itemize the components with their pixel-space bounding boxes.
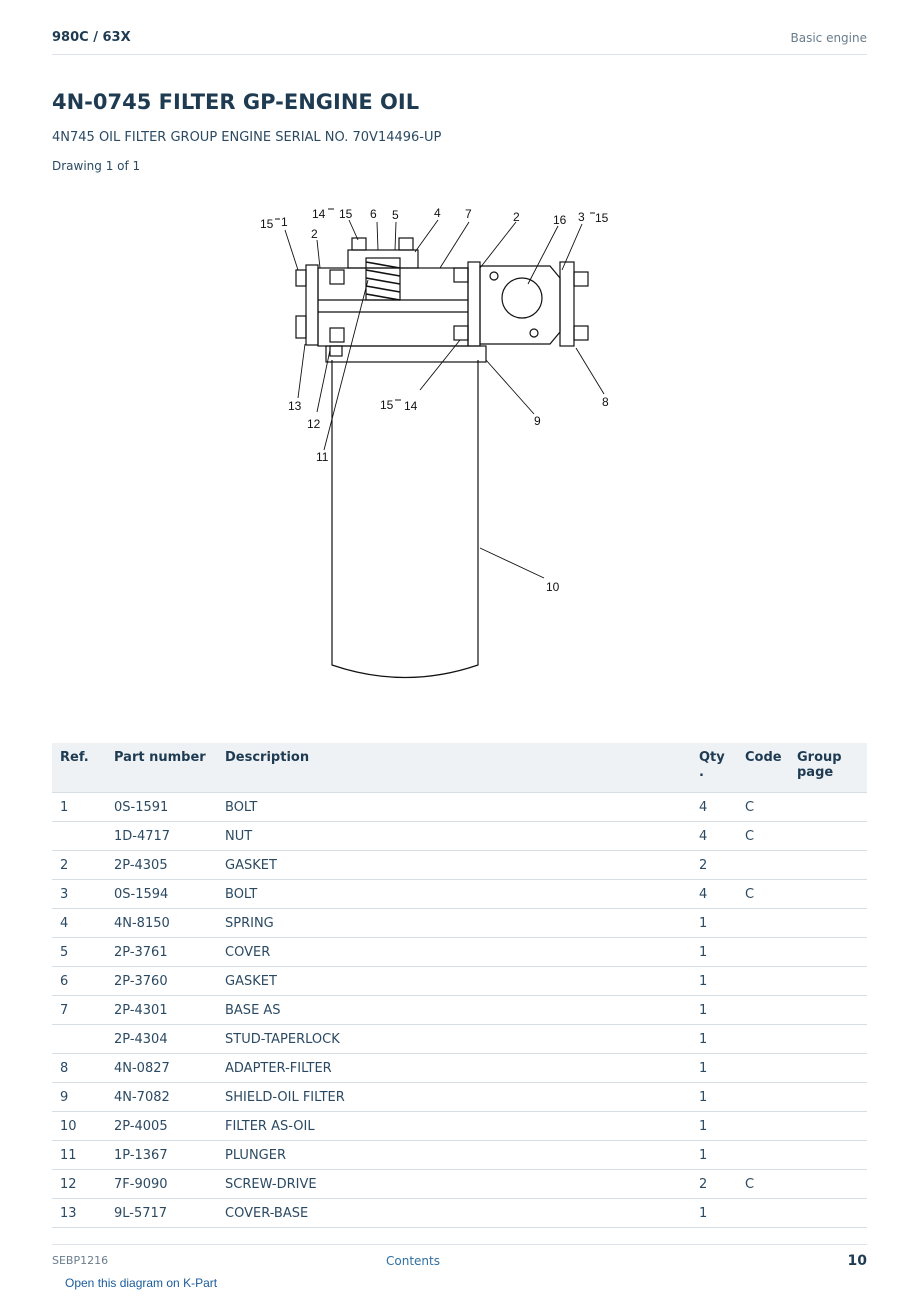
- cell-description: BOLT: [217, 880, 691, 909]
- cell-description: SPRING: [217, 909, 691, 938]
- cell-part-number: 4N-8150: [106, 909, 217, 938]
- cell-ref: 4: [52, 909, 106, 938]
- cell-group-page: [789, 1199, 867, 1228]
- callout-label: 15: [595, 211, 609, 225]
- col-qty: Qty .: [691, 743, 737, 793]
- cell-part-number: 2P-4005: [106, 1112, 217, 1141]
- table-row: [52, 1054, 867, 1083]
- cell-part-number: 0S-1594: [106, 880, 217, 909]
- cell-code: C: [737, 880, 789, 909]
- table-row: [52, 967, 867, 996]
- callout-label: 2: [513, 210, 520, 224]
- cell-qty: 1: [691, 909, 737, 938]
- parts-table: [52, 743, 867, 1228]
- cell-part-number: 2P-3761: [106, 938, 217, 967]
- table-row: [52, 938, 867, 967]
- cell-description: COVER: [217, 938, 691, 967]
- filter-base: [318, 268, 468, 346]
- cell-group-page: [789, 793, 867, 822]
- callout-label: 11: [316, 450, 329, 464]
- callout-label: 14: [312, 207, 326, 221]
- cell-ref: 9: [52, 1083, 106, 1112]
- page-title: 4N-0745 FILTER GP-ENGINE OIL: [52, 90, 420, 114]
- cell-part-number: 2P-4301: [106, 996, 217, 1025]
- cell-qty: 1: [691, 1025, 737, 1054]
- cell-part-number: 1P-1367: [106, 1141, 217, 1170]
- col-group-page: Group page: [789, 743, 867, 793]
- cell-part-number: 7F-9090: [106, 1170, 217, 1199]
- contents-link[interactable]: Contents: [386, 1254, 440, 1268]
- cell-code: [737, 909, 789, 938]
- cell-group-page: [789, 1025, 867, 1054]
- cell-part-number: 0S-1591: [106, 793, 217, 822]
- cell-description: ADAPTER-FILTER: [217, 1054, 691, 1083]
- table-row: [52, 851, 867, 880]
- cell-qty: 1: [691, 1141, 737, 1170]
- cell-group-page: [789, 1112, 867, 1141]
- page-subtitle: 4N745 OIL FILTER GROUP ENGINE SERIAL NO. 70V14496-UP: [52, 130, 442, 145]
- cell-code: [737, 1141, 789, 1170]
- cell-code: [737, 1112, 789, 1141]
- cell-code: C: [737, 822, 789, 851]
- cell-ref: 10: [52, 1112, 106, 1141]
- callout-label: 15: [339, 207, 353, 221]
- cell-part-number: 2P-4304: [106, 1025, 217, 1054]
- left-flange: [306, 265, 318, 345]
- col-code: Code: [737, 743, 789, 793]
- cell-description: BOLT: [217, 793, 691, 822]
- cell-group-page: [789, 909, 867, 938]
- cell-description: FILTER AS-OIL: [217, 1112, 691, 1141]
- cell-ref: 5: [52, 938, 106, 967]
- cell-qty: 1: [691, 996, 737, 1025]
- cell-code: [737, 967, 789, 996]
- cell-qty: 1: [691, 1054, 737, 1083]
- col-description: Description: [217, 743, 691, 793]
- table-row: [52, 1170, 867, 1199]
- callout-label: 8: [602, 395, 609, 409]
- cell-ref: 8: [52, 1054, 106, 1083]
- callout-label: 15: [380, 398, 394, 412]
- cell-ref: 3: [52, 880, 106, 909]
- table-row: [52, 822, 867, 851]
- callout-label: 12: [307, 417, 321, 431]
- cell-description: GASKET: [217, 851, 691, 880]
- cell-group-page: [789, 851, 867, 880]
- model-label: 980C / 63X: [52, 30, 131, 45]
- callout-label: 1: [281, 215, 288, 229]
- cell-qty: 2: [691, 1170, 737, 1199]
- cell-ref: 1: [52, 793, 106, 822]
- cell-code: [737, 1083, 789, 1112]
- cell-part-number: 2P-4305: [106, 851, 217, 880]
- callout-label: 14: [404, 399, 418, 413]
- table-row: [52, 793, 867, 822]
- cell-ref: [52, 822, 106, 851]
- cell-description: GASKET: [217, 967, 691, 996]
- cell-code: C: [737, 1170, 789, 1199]
- cell-description: COVER-BASE: [217, 1199, 691, 1228]
- cell-ref: [52, 1025, 106, 1054]
- cell-qty: 1: [691, 967, 737, 996]
- cell-code: [737, 996, 789, 1025]
- col-ref: Ref.: [52, 743, 106, 793]
- cell-ref: 2: [52, 851, 106, 880]
- cell-group-page: [789, 880, 867, 909]
- cell-group-page: [789, 1170, 867, 1199]
- cell-description: PLUNGER: [217, 1141, 691, 1170]
- cell-part-number: 1D-4717: [106, 822, 217, 851]
- table-row: [52, 1112, 867, 1141]
- cell-code: [737, 1025, 789, 1054]
- cell-qty: 1: [691, 1112, 737, 1141]
- cell-code: [737, 851, 789, 880]
- callout-label: 4: [434, 206, 441, 220]
- cell-code: [737, 938, 789, 967]
- table-row: [52, 880, 867, 909]
- open-kpart-link[interactable]: Open this diagram on K-Part: [65, 1276, 218, 1290]
- cell-description: NUT: [217, 822, 691, 851]
- cell-qty: 2: [691, 851, 737, 880]
- table-row: [52, 1199, 867, 1228]
- callout-label: 7: [465, 207, 472, 221]
- cell-description: SHIELD-OIL FILTER: [217, 1083, 691, 1112]
- drawing-count: Drawing 1 of 1: [52, 159, 141, 173]
- page-header: [52, 28, 867, 55]
- cell-qty: 1: [691, 1199, 737, 1228]
- diagram-callouts: [260, 206, 609, 594]
- cell-description: BASE AS: [217, 996, 691, 1025]
- cell-part-number: 4N-7082: [106, 1083, 217, 1112]
- cell-qty: 1: [691, 938, 737, 967]
- table-header-row: [52, 743, 867, 793]
- cell-group-page: [789, 1083, 867, 1112]
- callout-label: 13: [288, 399, 302, 413]
- callout-label: 5: [392, 208, 399, 222]
- cell-code: [737, 1199, 789, 1228]
- cell-code: [737, 1054, 789, 1083]
- page-footer: [52, 1244, 867, 1275]
- table-row: [52, 996, 867, 1025]
- callout-label: 15: [260, 217, 274, 231]
- document-id: SEBP1216: [52, 1254, 109, 1267]
- cell-group-page: [789, 822, 867, 851]
- cell-code: C: [737, 793, 789, 822]
- cell-qty: 1: [691, 1083, 737, 1112]
- cell-ref: 7: [52, 996, 106, 1025]
- table-row: [52, 1025, 867, 1054]
- table-row: [52, 1141, 867, 1170]
- col-part-number: Part number: [106, 743, 217, 793]
- callout-label: 2: [311, 227, 318, 241]
- cell-group-page: [789, 967, 867, 996]
- cell-ref: 12: [52, 1170, 106, 1199]
- callout-label: 3: [578, 210, 585, 224]
- callout-label: 9: [534, 414, 541, 428]
- section-label: Basic engine: [790, 31, 867, 45]
- table-row: [52, 1083, 867, 1112]
- cell-description: SCREW-DRIVE: [217, 1170, 691, 1199]
- callout-label: 16: [553, 213, 567, 227]
- cell-ref: 6: [52, 967, 106, 996]
- cell-qty: 4: [691, 793, 737, 822]
- page-number: 10: [847, 1253, 867, 1269]
- cell-group-page: [789, 938, 867, 967]
- cell-group-page: [789, 1054, 867, 1083]
- cell-description: STUD-TAPERLOCK: [217, 1025, 691, 1054]
- callout-label: 6: [370, 207, 377, 221]
- cell-qty: 4: [691, 822, 737, 851]
- cell-part-number: 4N-0827: [106, 1054, 217, 1083]
- table-row: [52, 909, 867, 938]
- cell-group-page: [789, 996, 867, 1025]
- cell-part-number: 2P-3760: [106, 967, 217, 996]
- cell-ref: 11: [52, 1141, 106, 1170]
- cell-part-number: 9L-5717: [106, 1199, 217, 1228]
- cell-group-page: [789, 1141, 867, 1170]
- parts-diagram: [240, 200, 680, 700]
- cell-ref: 13: [52, 1199, 106, 1228]
- cell-qty: 4: [691, 880, 737, 909]
- callout-label: 10: [546, 580, 560, 594]
